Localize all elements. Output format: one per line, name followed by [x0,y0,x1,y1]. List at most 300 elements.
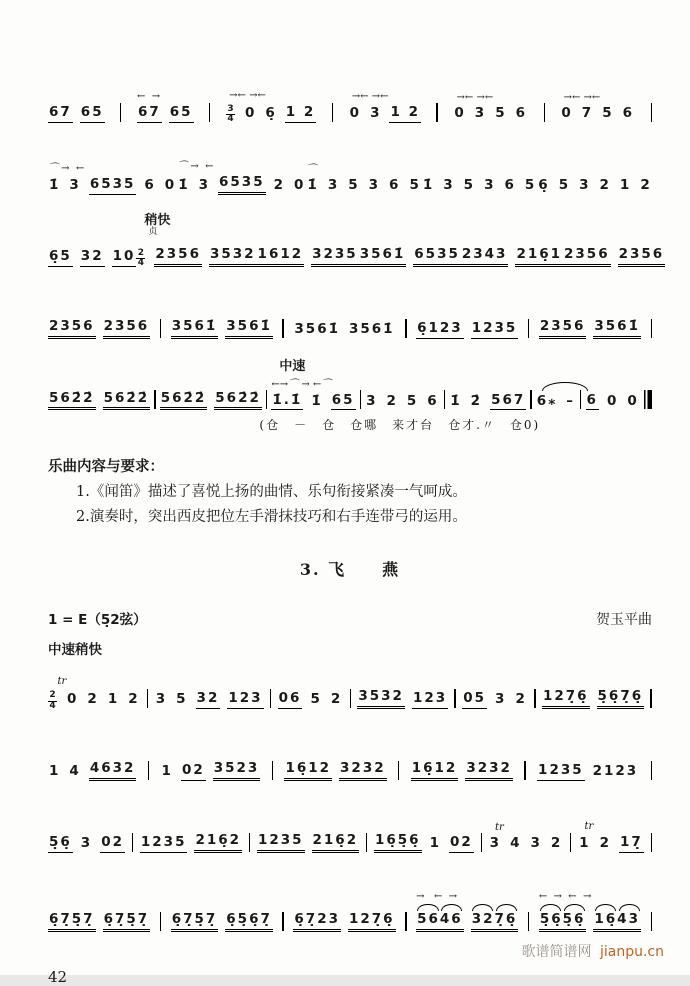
note-digits: 562̇2̇ [214,390,262,411]
note-digits: 3 [579,176,591,193]
note-digits: 6535 [413,246,461,267]
note-group [306,177,319,195]
bow-ornament-marks [537,162,652,177]
measure [560,90,635,123]
note-group [463,177,476,195]
note-digits: 6⁎ [536,392,558,409]
note-digits: 2 [386,392,398,409]
note-digits: 1 [161,763,173,780]
bow-ornament-marks [416,305,518,320]
note-group [515,105,528,123]
note-group [154,246,202,267]
note-group [284,760,332,781]
tempo-mark: 中速 [279,358,306,374]
bow-ornament-marks [171,896,273,911]
bow-ornament-marks [48,89,105,104]
note-group [293,177,306,195]
barline [160,319,161,338]
note-digits: 6̣ [538,176,550,193]
measure-notes [48,318,150,339]
measure [137,89,194,123]
time-signature-numerator: 2 [137,247,145,258]
note-group [599,835,612,853]
note-group [416,320,464,339]
measure [411,745,513,781]
note-group [100,834,125,853]
bow-ornament-marks [171,303,273,318]
slur-arc [595,904,616,911]
note-group [89,176,137,195]
note-group [48,177,61,195]
note-digits: 3 [443,176,455,193]
barline [209,103,210,122]
note-group [311,246,359,267]
bow-ornament-marks [462,675,528,690]
note-group [330,691,343,709]
note-group [578,835,591,853]
composer-credit: 贺玉平曲 [596,612,652,629]
measure [257,231,359,267]
note-digits: 562̇2̇ [160,390,208,411]
barline [266,390,267,409]
note-digits: 1̇ [307,176,319,193]
slur-arc [564,904,585,911]
note-group [563,246,611,267]
bow-ornament-marks [537,747,639,762]
note-group [48,834,73,853]
barline [360,390,361,409]
bow-ornament-marks: → ← → [416,890,458,902]
measure-notes [453,105,528,123]
note-digits: 3561̇ [225,318,273,339]
note-digits: 2 [87,691,99,708]
note-digits: 0 [606,392,619,409]
note-group [257,246,305,267]
note-group [169,104,194,123]
measure-notes [177,174,306,195]
note-digits: 123 [227,690,263,709]
note-group [619,834,644,853]
slur-arcs [471,904,519,910]
bow-ornament-marks [48,896,150,911]
note-digits: 1̇ [450,392,462,409]
note-digits: 1̇.1̇ [271,392,303,411]
note-group [422,177,435,195]
note-group [560,105,573,123]
measure-notes [140,832,242,853]
note-digits: 3523 [213,760,261,781]
measure [140,817,242,853]
measure-notes [48,911,150,932]
note-group [558,177,571,195]
note-group [411,760,459,781]
note-group [465,760,513,781]
measure [462,675,528,709]
note-group [639,177,652,195]
note-group [48,763,61,781]
note-digits: 3561̇ [171,318,219,339]
note-group [494,105,507,123]
note-digits: 5 [176,691,188,708]
note-group [164,177,177,195]
score-piece-wendi [48,88,665,410]
note-group [503,177,516,195]
measure-notes [416,320,518,339]
note-group [453,105,466,123]
note-digits: 6 [515,105,527,121]
note-digits: 3 [69,176,81,193]
measure-notes [278,690,344,709]
note-group [529,835,542,853]
note-group [327,177,340,195]
measure-notes [422,177,537,195]
note-group [140,834,188,853]
note-group [550,835,563,853]
barline [481,833,482,852]
note-digits: 6̣ [265,105,277,121]
measure [461,231,563,267]
note-digits: 5 [558,176,571,193]
barline [148,761,149,780]
note-group [175,691,188,709]
note-group [537,177,550,195]
note-group [565,393,576,411]
note-digits: 4632 [89,760,137,781]
score-line [48,303,652,339]
bow-ornament-marks: tr [48,676,67,688]
barline [528,319,529,338]
bow-ornament-marks [284,745,386,760]
note-digits: 6 [427,392,439,409]
note-group [515,246,563,267]
note-digits: 6535 [218,174,266,195]
measure-notes [171,911,273,932]
note-digits: 5 [463,176,476,193]
measure [171,896,273,932]
measure [48,161,177,195]
note-group [368,177,381,195]
note-digits: 2 [273,176,285,193]
note-group [426,393,439,411]
bow-ornament-marks [374,817,474,832]
notes-item-1: 1.《闻笛》描述了喜悦上扬的曲情、乐句衔接紧凑一气呵成。 [76,484,467,501]
note-group [626,393,639,411]
barline [332,103,333,122]
barline [524,761,525,780]
note-digits: 0 [294,176,306,193]
measure [453,90,528,123]
bow-ornament-marks: tr [488,822,504,834]
barline [651,103,652,122]
note-group [348,911,396,932]
barline [528,912,529,931]
note-group [177,177,190,195]
note-digits: 2123 [592,763,639,780]
note-digits: 02 [449,834,474,853]
bow-ornament-marks [461,231,563,246]
bow-ornament-marks: →← →← [225,90,266,101]
note-group [408,177,421,195]
note-group [536,393,558,411]
note-group [592,763,640,781]
barline [651,912,652,931]
notes-item-2: 2.演奏时，突出西皮把位左手滑抹技巧和右手连带弓的运用。 [76,508,467,525]
measure [357,673,448,709]
tempo-sub-mark: 贞 [148,226,158,237]
note-digits: 127̣6̣ [542,688,590,709]
barline [132,833,133,852]
barline [147,689,148,708]
note-group [143,177,156,195]
note-digits: 3 [495,691,507,708]
bow-ornament-marks: ←→⌒ → ←⌒ [271,378,332,390]
measure-notes [271,392,355,411]
note-digits: 6 [389,176,401,193]
note-group [514,691,527,709]
bow-ornament-marks [155,675,264,690]
measure-notes [161,760,261,781]
barline [160,912,161,931]
bow-ornament-marks: →← →← [453,92,494,103]
note-group [593,318,641,339]
note-digits: 3232 [339,760,387,781]
note-digits: 6̣7̣5̣7̣ [171,911,219,932]
note-digits: 16̣5̣6̣ [374,832,422,853]
note-digits: 32 [196,690,221,709]
bow-ornament-marks: ← → [136,91,161,102]
note-group [68,763,81,781]
measure [278,675,344,709]
time-signature-denominator: 4 [227,114,234,125]
score-line [48,673,652,709]
barline [436,103,437,122]
measure-notes [586,392,640,411]
piece-title: 3. 飞 燕 [299,560,401,580]
note-group [48,104,73,123]
note-group [509,835,522,853]
note-group [218,174,266,195]
note-group [416,904,464,932]
note-digits: 1235 [140,834,188,853]
measure-notes [462,690,528,709]
note-group [80,104,105,123]
note-group [581,105,594,123]
note-group [80,248,105,267]
note-group [48,318,96,339]
time-signature-numerator: 3 [227,104,234,114]
note-digits: 5̣6̣7̣6̣ [597,688,645,709]
bow-ornament-marks [563,231,665,246]
note-digits: 2 [330,691,343,708]
note-group [161,763,174,781]
measure [48,674,141,709]
note-digits: 3 [80,835,93,852]
note-group [412,690,448,709]
note-group [194,832,242,853]
note-digits: 6 [144,176,156,193]
note-group [449,393,462,411]
score-line [48,817,652,853]
note-group [593,904,641,932]
measure [422,162,537,195]
note-digits: 3 [530,835,542,852]
bow-ornament-marks: tr [578,821,594,833]
measure [359,231,461,267]
time-signature-denominator: 4 [137,258,145,269]
note-digits: 3561̇ [359,246,407,267]
bow-ornament-marks [278,675,344,690]
measure [257,817,359,853]
note-group [461,246,509,267]
key-signature: 1 = E（5̣2弦） [48,612,147,629]
note-group [619,177,632,195]
bow-ornament-marks [359,231,461,246]
note-group [348,321,396,339]
note-digits: 02 [100,834,125,853]
note-digits: 6̣7̣5̣7̣ [103,911,151,932]
watermark-site-link[interactable]: jianpu.cn [599,944,664,960]
note-group [257,832,305,853]
measure-notes [171,318,273,339]
note-group [48,911,96,932]
note-group [127,691,140,709]
slur-arc [417,904,438,911]
measure [271,358,355,411]
measure [306,162,421,195]
note-digits: 3561̇ [348,320,395,337]
note-group [137,104,162,123]
note-group [471,904,519,932]
measure-notes [284,760,386,781]
note-digits: 5 [406,392,419,409]
note-group [622,105,635,123]
bow-ornament-marks [539,303,641,318]
measure [293,306,395,339]
note-group [359,246,407,267]
note-digits: 2356 [539,318,587,339]
bow-ornament-marks [357,673,448,688]
note-group [494,691,507,709]
slur-arc [540,904,561,911]
note-digits: 3 [198,176,211,193]
note-group [483,177,496,195]
note-digits: 6 [586,392,599,411]
measure [48,233,136,267]
bow-ornament-marks: ⌒ [306,163,317,175]
bow-ornament-marks [48,375,150,390]
barline [651,833,652,852]
score-line [48,889,652,932]
note-group [293,321,341,339]
note-group [68,177,81,195]
measure [293,896,395,932]
note-digits: 5646 [416,911,464,932]
measure [539,303,641,339]
note-digits: 0 [561,105,573,121]
note-digits: 6̣7̣5̣7̣ [48,911,96,932]
note-group [331,392,356,411]
note-group [264,105,277,123]
slur-arc [496,904,517,911]
measure-notes [537,762,639,781]
note-digits: 3 [484,176,496,193]
note-group [89,760,137,781]
note-group [413,246,461,267]
note-digits: 562̇2̇ [103,390,151,411]
measure [48,375,150,411]
score-line [48,358,652,411]
note-group [80,835,93,853]
note-digits: 3 [370,105,382,121]
note-digits: 3 [474,105,487,121]
measure [537,162,652,195]
note-group [462,690,487,709]
measure [48,896,150,932]
note-group [599,177,612,195]
note-digits: 1235 [471,320,519,339]
notes-heading: 乐曲内容与要求： [48,458,164,476]
measure-notes [306,177,421,195]
measure [48,89,105,123]
note-group [196,690,221,709]
measure-notes [365,393,440,411]
measure-notes [48,390,150,411]
measure [48,303,150,339]
barline [282,319,283,338]
note-group [601,105,614,123]
measure [365,378,440,411]
measure [536,378,576,411]
measure [349,89,421,123]
note-group [48,248,73,267]
note-digits: 1̇ [178,176,190,193]
measure [48,819,125,853]
barline [644,390,652,409]
measure-notes [449,392,526,411]
note-group [225,318,273,339]
bow-ornament-marks [365,378,440,393]
note-group [490,392,526,411]
note-group [225,911,273,932]
note-group [198,177,211,195]
note-digits: 32 [80,248,105,267]
note-digits: 216̣2 [194,832,242,853]
note-digits: 5 [524,176,537,193]
note-digits: 3 [155,691,168,708]
note-group [181,762,206,781]
bow-ornament-marks: ← → ← → [538,890,592,902]
note-digits: 1̇ [49,176,61,193]
note-digits: 0 [164,176,177,193]
barline [651,319,652,338]
note-group [227,690,263,709]
note-digits: 6535 [89,176,137,195]
bow-ornament-marks: →← →← [348,91,389,102]
note-digits: 2356 [48,318,96,339]
note-digits: 2343 [461,246,509,267]
measure-notes [48,760,136,781]
note-group [103,911,151,932]
score-line [48,88,652,123]
measure [449,377,526,411]
measure-notes [48,248,136,267]
note-digits: 10 [112,248,137,267]
note-digits: 06 [278,690,303,709]
measure-notes [136,246,256,267]
notes-section [48,455,652,529]
barline [454,689,455,708]
measure-notes [461,246,563,267]
